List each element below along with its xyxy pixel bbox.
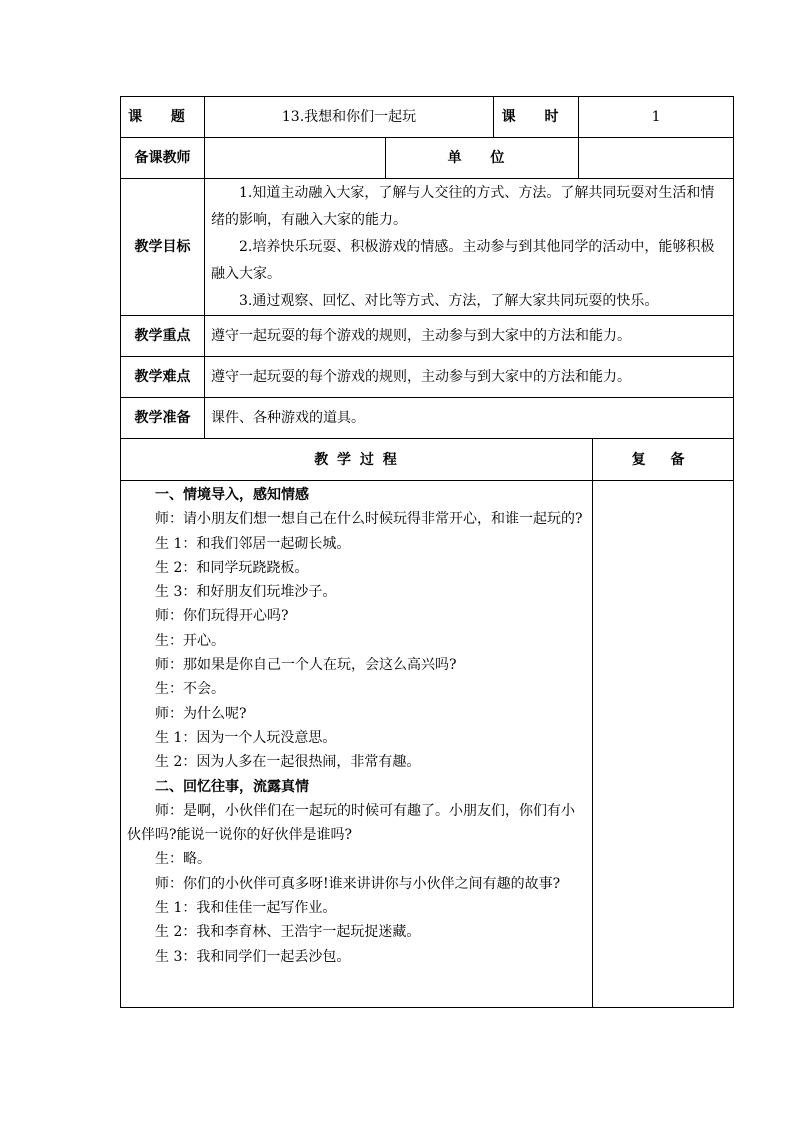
period-label: 课 时 bbox=[494, 97, 579, 138]
preparation-value: 课件、各种游戏的道具。 bbox=[205, 398, 734, 439]
process-line: 生：略。 bbox=[155, 851, 211, 868]
process-line: 生 1：和我们邻居一起砌长城。 bbox=[155, 535, 351, 552]
process-line: 师：你们的小伙伴可真多呀!谁来讲讲你与小伙伴之间有趣的故事? bbox=[155, 875, 561, 892]
process-content-row bbox=[121, 481, 734, 1008]
process-line: 师：为什么呢? bbox=[155, 705, 247, 722]
goals-content bbox=[205, 179, 734, 316]
topic-value: 13.我想和你们一起玩 bbox=[205, 97, 494, 138]
process-line: 师：请小朋友们想一想自己在什么时候玩得非常开心，和谁一起玩的? bbox=[155, 511, 583, 528]
key-points-value: 遵守一起玩耍的每个游戏的规则，主动参与到大家中的方法和能力。 bbox=[205, 316, 734, 357]
goals-row bbox=[121, 179, 734, 316]
process-content bbox=[121, 481, 593, 1008]
process-line: 生 3：和好朋友们玩堆沙子。 bbox=[155, 584, 337, 601]
process-line: 生：开心。 bbox=[155, 632, 225, 649]
process-line: 生 2：和同学玩跷跷板。 bbox=[155, 559, 309, 576]
preparation-label: 教学准备 bbox=[121, 398, 205, 439]
teacher-label: 备课教师 bbox=[121, 138, 205, 179]
process-header-row bbox=[121, 439, 734, 481]
process-line: 师：你们玩得开心吗? bbox=[155, 608, 289, 625]
goal-item: 2.培养快乐玩耍、积极游戏的情感。主动参与到其他同学的活动中，能够积极融入大家。 bbox=[211, 238, 715, 282]
goal-item: 3.通过观察、回忆、对比等方式、方法，了解大家共同玩耍的快乐。 bbox=[239, 292, 659, 309]
goals-label: 教学目标 bbox=[121, 179, 205, 316]
unit-value bbox=[579, 138, 734, 179]
process-line: 生 2：因为人多在一起很热闹，非常有趣。 bbox=[155, 754, 421, 771]
topic-label: 课 题 bbox=[121, 97, 205, 138]
process-line: 生：不会。 bbox=[155, 681, 225, 698]
topic-row bbox=[121, 97, 734, 138]
review-content bbox=[593, 481, 734, 1008]
difficulties-label: 教学难点 bbox=[121, 357, 205, 398]
key-points-label: 教学重点 bbox=[121, 316, 205, 357]
process-line: 生 3：我和同学们一起丢沙包。 bbox=[155, 948, 351, 965]
unit-label: 单 位 bbox=[386, 138, 579, 179]
key-points-row bbox=[121, 316, 734, 357]
process-line: 生 1：我和佳佳一起写作业。 bbox=[155, 900, 337, 917]
difficulties-value: 遵守一起玩耍的每个游戏的规则，主动参与到大家中的方法和能力。 bbox=[205, 357, 734, 398]
difficulties-row bbox=[121, 357, 734, 398]
preparation-row bbox=[121, 398, 734, 439]
period-value: 1 bbox=[579, 97, 734, 138]
process-line: 师：那如果是你自己一个人在玩，会这么高兴吗? bbox=[155, 657, 457, 674]
process-label: 教 学 过 程 bbox=[121, 439, 593, 481]
process-line: 一、情境导入，感知情感 bbox=[155, 487, 309, 503]
process-line: 师：是啊，小伙伴们在一起玩的时候可有趣了。小朋友们，你们有小伙伴吗?能说一说你的好伙伴是谁吗? bbox=[127, 802, 575, 844]
process-line: 生 2：我和李育林、王浩宇一起玩捉迷藏。 bbox=[155, 924, 421, 941]
teacher-value bbox=[205, 138, 386, 179]
teacher-row bbox=[121, 138, 734, 179]
process-line: 生 1：因为一个人玩没意思。 bbox=[155, 729, 337, 746]
lesson-plan-page bbox=[120, 96, 733, 1008]
goal-item: 1.知道主动融入大家，了解与人交往的方式、方法。了解共同玩耍对生活和情绪的影响，有融入大家的能力。 bbox=[211, 184, 715, 228]
process-line: 二、回忆往事，流露真情 bbox=[155, 778, 309, 795]
lesson-plan-table bbox=[120, 96, 734, 1008]
review-label: 复 备 bbox=[593, 439, 734, 481]
